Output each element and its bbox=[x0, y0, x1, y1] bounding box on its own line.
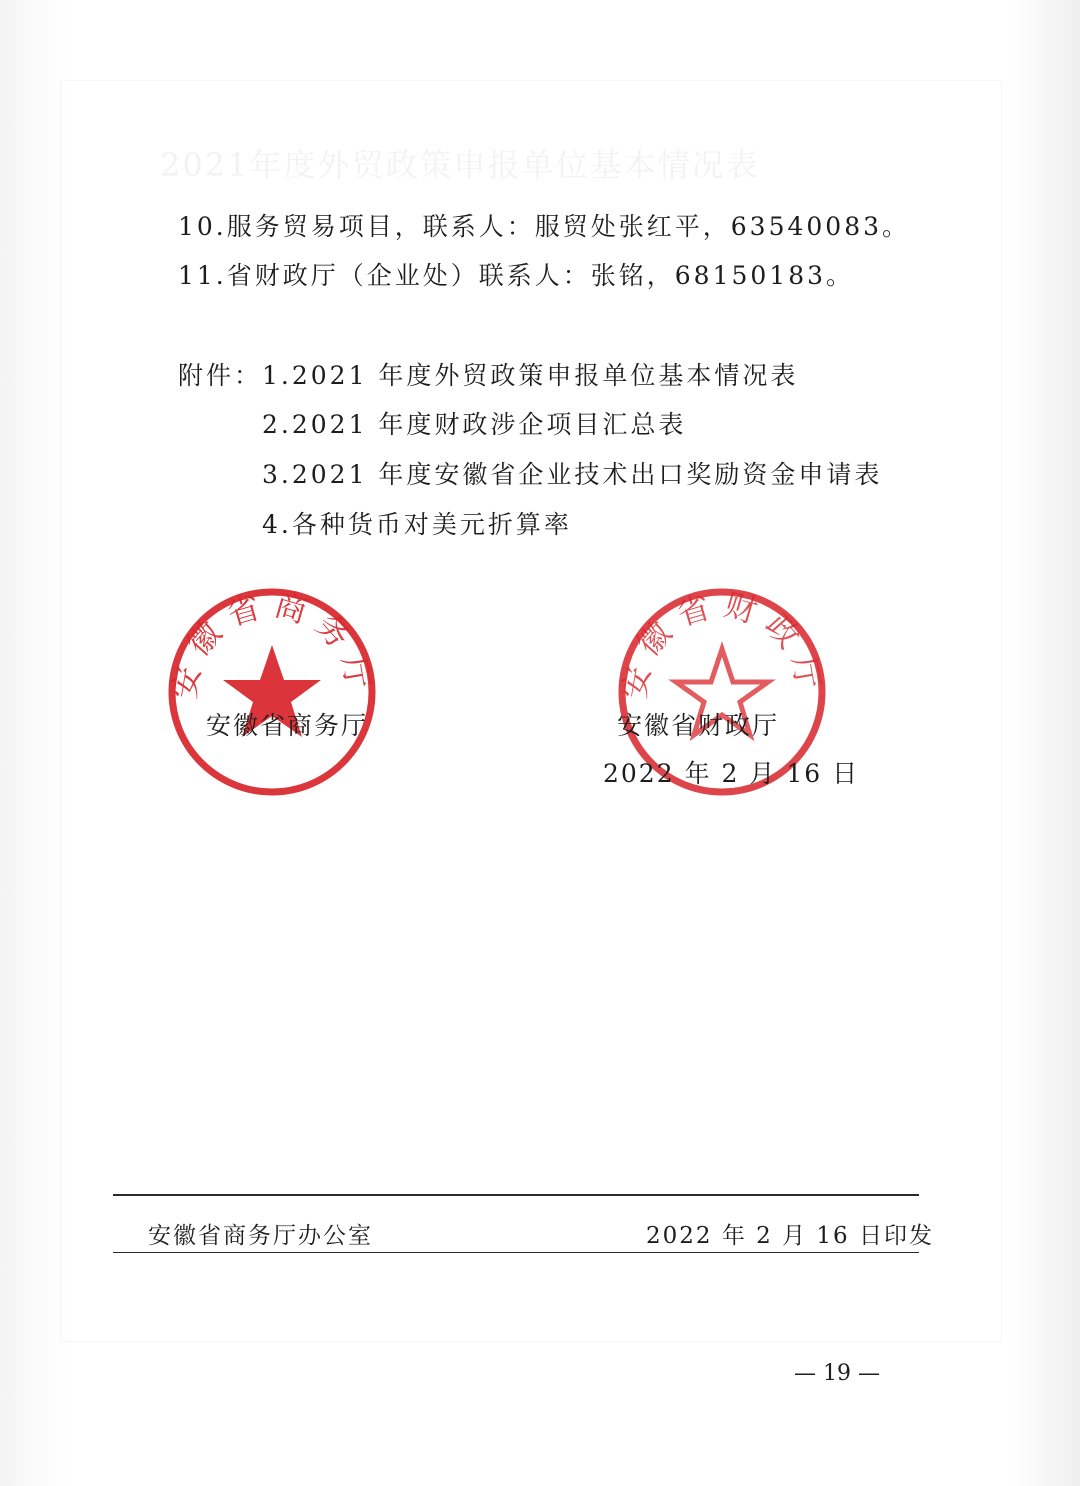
attachment-item-3: 3.2021 年度安徽省企业技术出口奖励资金申请表 bbox=[262, 460, 883, 489]
signature-date: 2022 年 2 月 16 日 bbox=[603, 759, 860, 788]
attachments-label: 附件： bbox=[178, 361, 263, 390]
contact-line-11: 11.省财政厅（企业处）联系人：张铭，68150183。 bbox=[178, 261, 855, 290]
footer-office: 安徽省商务厅办公室 bbox=[148, 1223, 373, 1249]
attachment-item-1: 1.2021 年度外贸政策申报单位基本情况表 bbox=[262, 361, 799, 390]
footer-bottom-rule bbox=[113, 1252, 919, 1253]
attachment-item-4: 4.各种货币对美元折算率 bbox=[262, 510, 572, 539]
bleed-through-title: 2021年度外贸政策申报单位基本情况表 bbox=[160, 146, 760, 184]
contact-line-10: 10.服务贸易项目，联系人：服贸处张红平，63540083。 bbox=[178, 212, 911, 241]
signature-finance-department: 安徽省财政厅 bbox=[617, 711, 780, 740]
attachment-item-2: 2.2021 年度财政涉企项目汇总表 bbox=[262, 410, 687, 439]
seal-left-arc-text: 安徽省商务厅 bbox=[164, 585, 380, 702]
page-number: — 19 — bbox=[794, 1361, 880, 1386]
signature-commerce-department: 安徽省商务厅 bbox=[206, 711, 369, 740]
footer-top-rule bbox=[113, 1194, 919, 1196]
footer-issued-date: 2022 年 2 月 16 日印发 bbox=[646, 1223, 934, 1249]
commerce-department-seal bbox=[163, 583, 381, 801]
seal-right-arc-text: 安徽省财政厅 bbox=[614, 585, 830, 702]
